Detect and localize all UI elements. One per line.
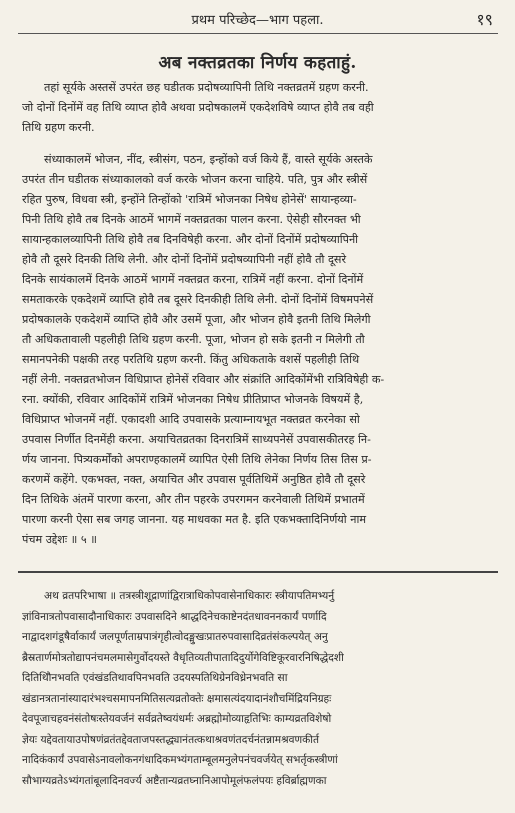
paragraph-nakta-intro <box>22 78 495 138</box>
text-line: दितिथिौनभवति एवंखंडतिथावपिनभवति उदयस्पतिथिग्रेनविध्रेनभवति सा <box>22 672 288 684</box>
text-line: ज्ञेयः यद्देवतायाउपोषणंव्रतंतद्देवताजपस्तद्ध्यानंतत्कथाश्रवणंतदर्चनंतन्नामश्रवणकीर्त <box>22 733 320 746</box>
text-line: देवपूजाचहवनंसंतोषःस्तेयवर्जनं सर्वव्रतेष्वयंधर्मः अब्रह्मोमोव्याहृतिभिः काम्यव्रतविशेषो <box>22 713 332 725</box>
text-line: तिथि ग्रहण करनी. <box>22 121 95 134</box>
text-line: संध्याकालमें भोजन, नींद, स्त्रीसंग, पठन, इन्होंको वर्ज किये हैं, वास्ते सूर्यके अस्तके <box>44 153 373 166</box>
text-line: उपरंत तीन घडीतक संध्याकालको वर्ज करके भोजन करना चाहिये. पति, पुत्र और स्त्रीसें <box>22 173 368 186</box>
running-title: प्रथम परिच्छेद—भाग पहला. <box>191 13 324 28</box>
section-divider <box>18 571 498 573</box>
text-line: विधिप्राप्त भोजनमें नहीं. एकादशी आदि उपवासके प्रत्याम्नायभूत नक्तव्रत करनेका सो <box>22 413 360 426</box>
text-line: जो दोनों दिनोंमें वह तिथि व्याप्त होवै अथवा प्रदोषकालमें एकदेशविषे व्याप्त होवै तब वही <box>22 101 374 114</box>
text-line: रना. क्योंकी, रविवार आदिकोंमें रात्रिमें भोजनका निषेध प्रीतिप्राप्त भोजनके विषयमें है, <box>22 393 364 406</box>
header-rule <box>18 33 498 34</box>
text-line: पिनी तिथि होवै तब दिनके आठमें भागमें नक्तव्रतका पालन करना. ऐसेही सौरनक्त भी <box>22 213 361 226</box>
text-line: ज्ञांविनात्रतोपवासादौनाधिकारः उपवासदिने श्राद्धदिनेचकाष्टेनदंतधावननकार्यं पर्णादि <box>22 610 327 623</box>
text-line: उपवास निर्णीत दिनमेंही करना. अयाचितव्रतका दिनरात्रिमें साध्यपनेसें उपवासकीतरह नि- <box>22 433 371 446</box>
text-line: नाद्वादशगंडूषैर्वाकार्यं जलपूर्णताम्रपात्रंगृहीत्वोदङ्मुखःप्रातरुपवासादिव्रतंसंकल्पयेत् अनु <box>22 631 328 643</box>
text-line: होवै तौ दूसरे दिनकी तिथि लेनी. और दोनों दिनोंमें प्रदोषव्यापिनी नहीं होवै तौ दूसरे <box>22 253 347 266</box>
page-number: १९ <box>476 10 493 29</box>
paragraph-nakta-rules <box>22 150 495 550</box>
text-line: र्णय जानना. पित्र्यकर्मोंको अपराण्हकालमें व्यापित ऐसी तिथि लेनेका निर्णय तिस तिस प्र- <box>22 453 372 466</box>
paragraph-vrata-paribhasha <box>22 586 495 791</box>
text-line: रहित पुरुष, विधवा स्त्री, इन्होंने तिन्होंको 'रात्रिमें भोजनका निषेध होनेसें' सायान्हव्या- <box>22 193 357 206</box>
text-line: सौभाग्यव्रतेऽभ्यंगतांबूलादिनवर्ज्य अष्टैतान्यव्रतघ्नानिआपोमूलंफलंपयः हविर्ब्राह्मणका <box>22 774 327 787</box>
text-line: सायान्हकालव्यापिनी तिथि होवै तब दिनविषेही करना. और दोनों दिनोंमें प्रदोषव्यापिनी <box>22 233 359 246</box>
text-line: नहीं लेनी. नक्तव्रतभोजन विधिप्राप्त होनेसें रविवार और संक्रांति आदिकोंमेंभी रात्रिविषेही क- <box>22 373 385 386</box>
text-line: करणमें कहेंगे. एकभक्त, नक्त, अयाचित और उपवास पूर्वतिथिमें अनुष्ठित होवै तौ दूसरे <box>22 473 366 486</box>
text-line: पारणा करनी ऐसा सब जगह जानना. यह माधवका मत है. इति एकभक्तादिनिर्णयो नाम <box>22 513 367 526</box>
text-line: अथ व्रतपरिभाषा ॥ तत्रस्त्रीशूद्राणांद्विरात्राधिकोपवासेनाधिकारः स्त्रीयापतिमभ्यर्नु <box>44 590 335 602</box>
text-line: दिन तिथिके अंतमें पारणा करना, और तीन पहरके उपरगमन करनेवाली तिथिमें प्रभातमें <box>22 493 365 506</box>
text-line: तौ अधिकतावाली पहलीही तिथि ग्रहण करनी. पूजा, भोजन हो सके इतनी न मिलेगी तौ <box>22 333 365 346</box>
text-line: खंडानत्रतानांस्यादारंभश्चसमापनमितिसत्यव्रतोक्तेः क्षमासत्यंदयादानंशौचमिंद्रियनिग्रहः <box>22 692 332 705</box>
text-line: नादिकंकार्यं उपवासेऽनावलोकनगंधादिकमभ्यंगताम्बूलमनुलेपनंचवर्जयेत् सभर्तृकस्त्रीणां <box>22 754 338 766</box>
text-line: समानपनेकी पक्षकी तरह परतिथि ग्रहण करनी. किंतु अधिकताके वशसें पहलीही तिथि <box>22 353 360 366</box>
text-line: प्रदोषकालके एकदेशमें व्याप्ति होवै और उसमें पूजा, और भोजन होवै इतनी तिथि मिलेगी <box>22 313 371 326</box>
page-header <box>0 8 515 32</box>
text-line: पंचम उद्देशः ॥ ५ ॥ <box>22 533 98 546</box>
text-line: दिनके सायंकालमें दिनके आठमें भागमें नक्तव्रत करना, रात्रिमें नहीं करना. दोनों दिनोंमें <box>22 273 364 286</box>
text-line: तहां सूर्यके अस्तसें उपरंत छह घडीतक प्रदोषव्यापिनी तिथि नक्तव्रतमें ग्रहण करनी. <box>44 81 369 94</box>
text-line: ब्रैस्रतार्णमोत्रतोद्यापनंचमलमासेगुर्वोदयस्ते वैधृतिव्यतीपातादिदुर्योगेविष्टिकूरवारनिषिद्धेदशी <box>22 651 344 664</box>
section-heading: अब नक्तव्रतका निर्णय कहताहुं. <box>158 53 357 73</box>
text-line: समताकरके एकदेशमें व्याप्ति होवै तब दूसरे दिनकीही तिथि लेनी. दोनों दिनोंमें विषमपनेसें <box>22 293 374 306</box>
